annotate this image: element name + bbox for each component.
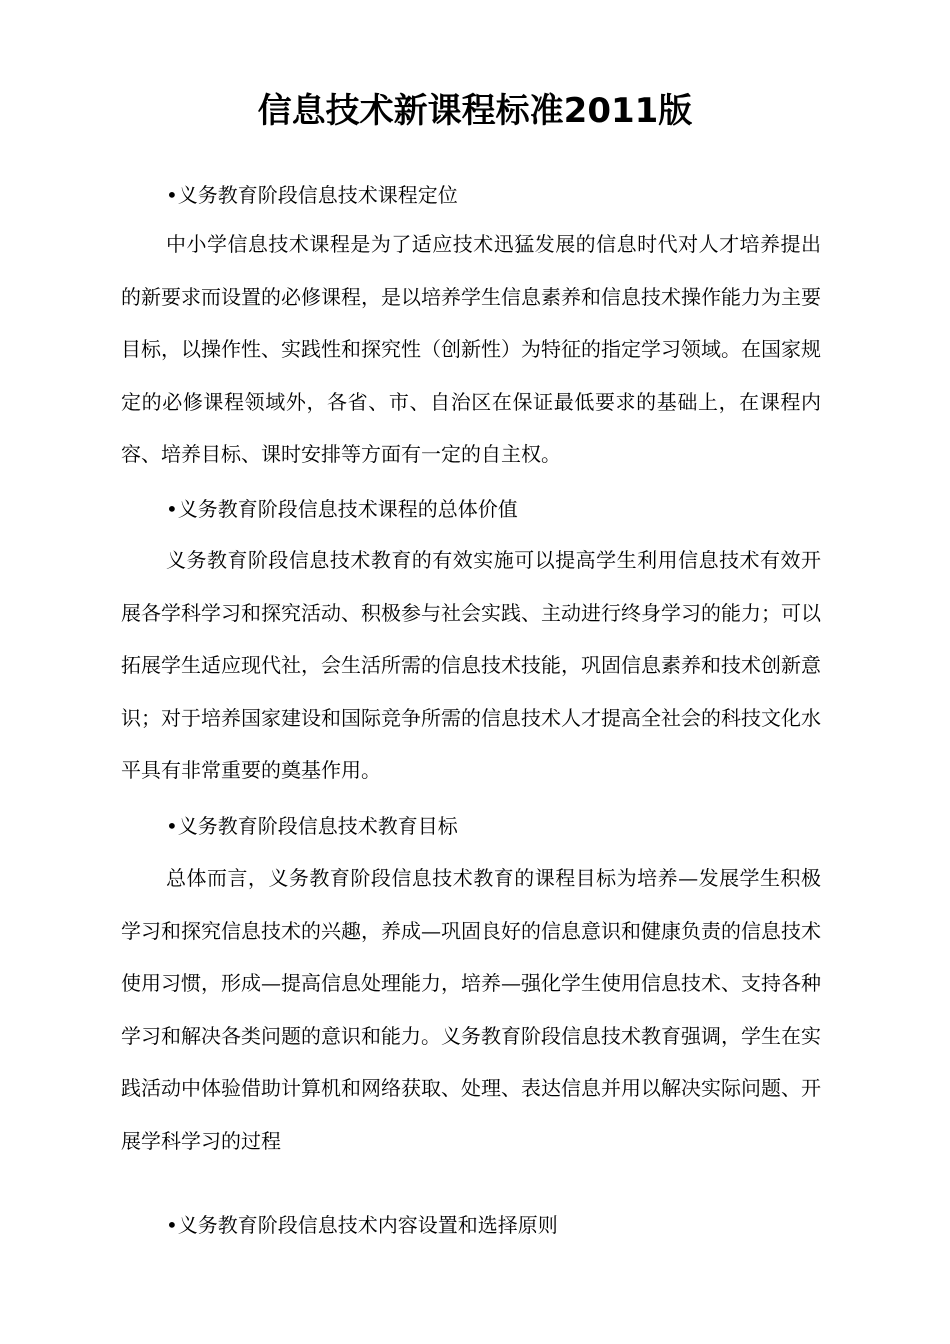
section-heading-education-goals: •义务教育阶段信息技术教育目标 [166, 814, 458, 838]
section-paragraph-overall-value: 义务教育阶段信息技术教育的有效实施可以提高学生利用信息技术有效开展各学科学习和探究活动、积极参与社会实践、主动进行终身学习的能力；可以拓展学生适应现代社，会生活所需的信息技术技能，巩固信息素养和技术创新意识；对于培养国家建设和国际竞争所需的信息技术人才提高全社会的科技文化水平具有非常重要的奠基作用。 [121, 548, 821, 783]
section-heading-course-positioning: •义务教育阶段信息技术课程定位 [166, 183, 458, 207]
section-paragraph-education-goals: 总体而言，义务教育阶段信息技术教育的课程目标为培养—发展学生积极学习和探究信息技术的兴趣，养成—巩固良好的信息意识和健康负责的信息技术使用习惯，形成—提高信息处理能力，培养—强化学生使用信息技术、支持各种学习和解决各类问题的意识和能力。义务教育阶段信息技术教育强调，学生在实践活动中体验借助计算机和网络获取、处理、表达信息并用以解决实际问题、开展学科学习的过程 [121, 866, 821, 1153]
document-title: 信息技术新课程标准2011版 [257, 91, 693, 131]
section-paragraph-course-positioning: 中小学信息技术课程是为了适应技术迅猛发展的信息时代对人才培养提出的新要求而设置的必修课程，是以培养学生信息素养和信息技术操作能力为主要目标，以操作性、实践性和探究性（创新性）为特征的指定学习领域。在国家规定的必修课程领域外，各省、市、自治区在保证最低要求的基础上，在课程内容、培养目标、课时安排等方面有一定的自主权。 [121, 232, 821, 467]
section-heading-content-principles: •义务教育阶段信息技术内容设置和选择原则 [166, 1213, 558, 1237]
section-heading-overall-value: •义务教育阶段信息技术课程的总体价值 [166, 497, 518, 521]
